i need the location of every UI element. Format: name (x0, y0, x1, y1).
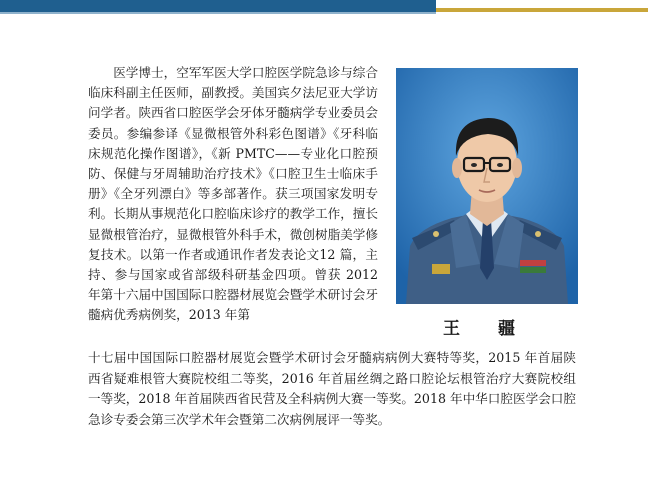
author-bio-main: 医学博士，空军军医大学口腔医学院急诊与综合临床科副主任医师，副教授。美国宾夕法尼亚大学访问学者。陕西省口腔医学会牙体牙髓病学专业委员会委员。参编参译《显微根管外科彩色图谱》《牙科临床规范化操作图谱》，《新 PMTC——专业化口腔预防、保健与牙周辅助治疗技术》《口腔卫生士临床手册》《全牙列漂白》等多部著作。获三项国家发明专利。长期从事规范化口腔临床诊疗的教学工作，擅长显微根管治疗，显微根管外科手术，微创树脂美学修复技术。以第一作者或通讯作者发表论文12 篇，主持、参与国家或省部级科研基金四项。曾获 2012 年第十六届中国国际口腔器材展览会暨学术研讨会牙髓病优秀病例奖，2013 年第 (88, 65, 378, 323)
author-bio-tail: 十七届中国国际口腔器材展览会暨学术研讨会牙髓病病例大赛特等奖，2015 年首届陕西省疑难根管大赛院校组二等奖，2016 年首届丝绸之路口腔论坛根管治疗大赛院校组一等奖，2018 年首届陕西省民营及全科病例大赛一等奖。2018 年中华口腔医学会口腔急诊专委会第三次学术年会暨第二次病例展评一等奖。 (88, 350, 576, 427)
header-gold-bar (436, 8, 648, 12)
author-name: 王 疆 (443, 319, 531, 339)
author-portrait (396, 68, 578, 304)
header-thin-bar (0, 12, 436, 14)
header-blue-bar (0, 0, 436, 12)
